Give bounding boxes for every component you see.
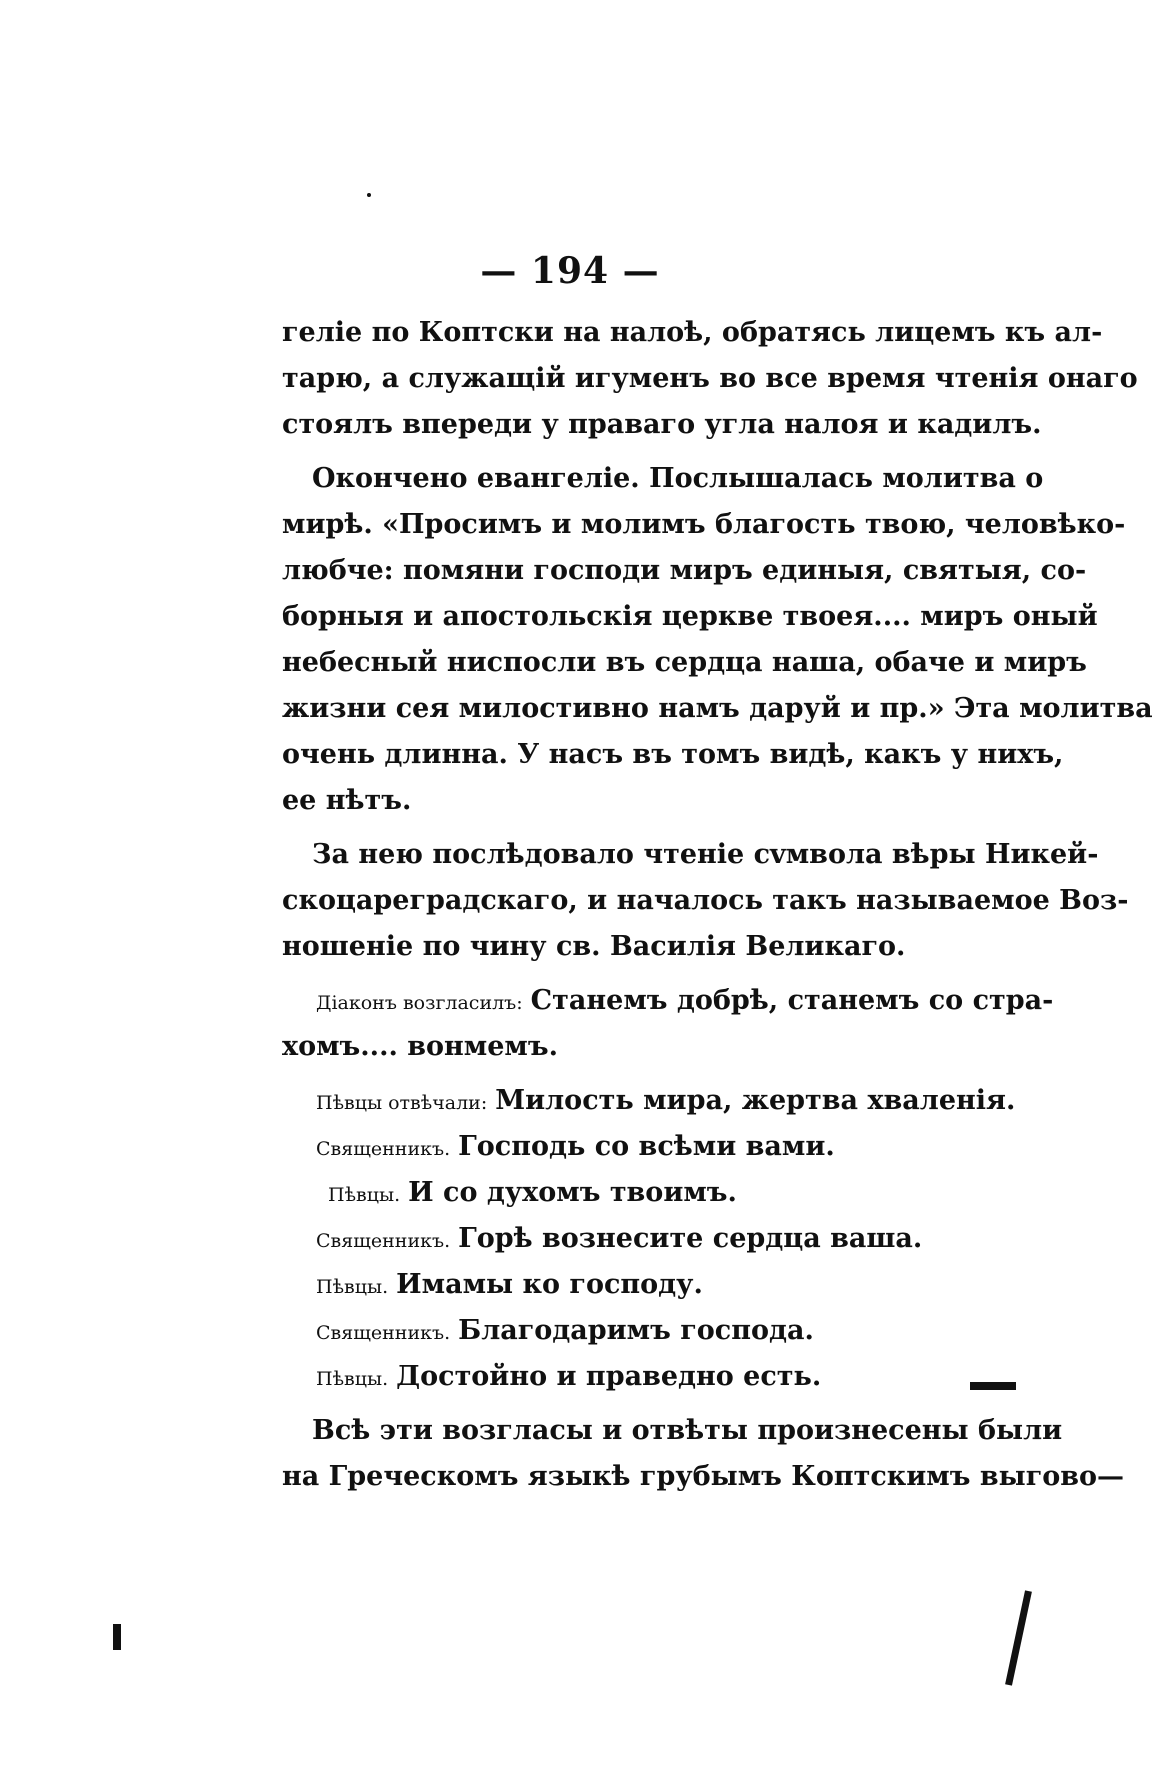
spoken-text: Станемъ добрѣ, станемъ со стра- — [530, 985, 1054, 1016]
speaker-role: Священникъ. — [316, 1230, 451, 1252]
dialogue-line — [282, 978, 1054, 1024]
text-line: скоцареградскаго, и началось такъ называемое Воз- — [282, 885, 1129, 916]
text-line: Окончено евангеліе. Послышалась молитва о — [312, 463, 1044, 494]
scan-mark — [1005, 1590, 1032, 1685]
text-line: мирѣ. «Просимъ и молимъ благость твою, человѣко- — [282, 509, 1126, 540]
text-line: ее нѣтъ. — [282, 785, 412, 816]
paragraph-1 — [282, 310, 1138, 448]
dialogue-line — [282, 1308, 982, 1354]
dialogue-line — [282, 1124, 982, 1170]
spoken-text: И со духомъ твоимъ. — [408, 1177, 737, 1208]
text-line: геліе по Коптски на налоѣ, обратясь лицемъ къ ал- — [282, 317, 1103, 348]
liturgy-dialogue — [282, 978, 1054, 1400]
page-number: — 194 — — [480, 250, 660, 292]
spoken-text: Горѣ вознесите сердца ваша. — [458, 1223, 923, 1254]
spoken-text: хомъ.... вонмемъ. — [282, 1031, 558, 1062]
dialogue-line — [282, 1170, 982, 1216]
text-line: Всѣ эти возгласы и отвѣты произнесены были — [312, 1415, 1063, 1446]
spoken-text: Господь со всѣми вами. — [458, 1131, 835, 1162]
spoken-text: Благодаримъ господа. — [458, 1315, 814, 1346]
scan-speck — [367, 193, 371, 197]
dialogue-line — [282, 1262, 982, 1308]
speaker-role: Пѣвцы. — [316, 1276, 389, 1298]
paragraph-2 — [282, 456, 1153, 824]
text-line: на Греческомъ языкѣ грубымъ Коптскимъ выгово— — [282, 1461, 1125, 1492]
dialogue-line — [282, 1216, 982, 1262]
text-line: очень длинна. У насъ въ томъ видѣ, какъ у нихъ, — [282, 739, 1064, 770]
text-line: жизни сея милостивно намъ даруй и пр.» Эта молитва — [282, 693, 1153, 724]
dialogue-line — [282, 1024, 982, 1070]
text-line: тарю, а служащій игуменъ во все время чтенія онаго — [282, 363, 1138, 394]
scan-mark — [113, 1624, 121, 1650]
speaker-role: Діаконъ возгласилъ: — [316, 992, 523, 1014]
text-line: ношеніе по чину св. Василія Великаго. — [282, 931, 906, 962]
text-line: борныя и апостольскія церкве твоея.... миръ оный — [282, 601, 1098, 632]
spoken-text: Милость мира, жертва хваленія. — [495, 1085, 1016, 1116]
speaker-role: Пѣвцы отвѣчали: — [316, 1092, 488, 1114]
spoken-text: Имамы ко господу. — [396, 1269, 703, 1300]
speaker-role: Пѣвцы. — [316, 1368, 389, 1390]
paragraph-4 — [282, 1408, 1125, 1500]
text-line: любче: помяни господи миръ единыя, святыя, со- — [282, 555, 1087, 586]
text-line: небесный ниспосли въ сердца наша, обаче и миръ — [282, 647, 1087, 678]
text-line: За нею послѣдовало чтеніе сvмвола вѣры Никей- — [312, 839, 1099, 870]
speaker-role: Пѣвцы. — [328, 1184, 401, 1206]
dialogue-line — [282, 1354, 982, 1400]
text-line: стоялъ впереди у праваго угла налоя и кадилъ. — [282, 409, 1042, 440]
dialogue-line — [282, 1078, 1016, 1124]
scan-blot — [970, 1382, 1016, 1390]
body-text — [282, 310, 1153, 1500]
spoken-text: Достойно и праведно есть. — [396, 1361, 822, 1392]
speaker-role: Священникъ. — [316, 1322, 451, 1344]
speaker-role: Священникъ. — [316, 1138, 451, 1160]
paragraph-3 — [282, 832, 1129, 970]
